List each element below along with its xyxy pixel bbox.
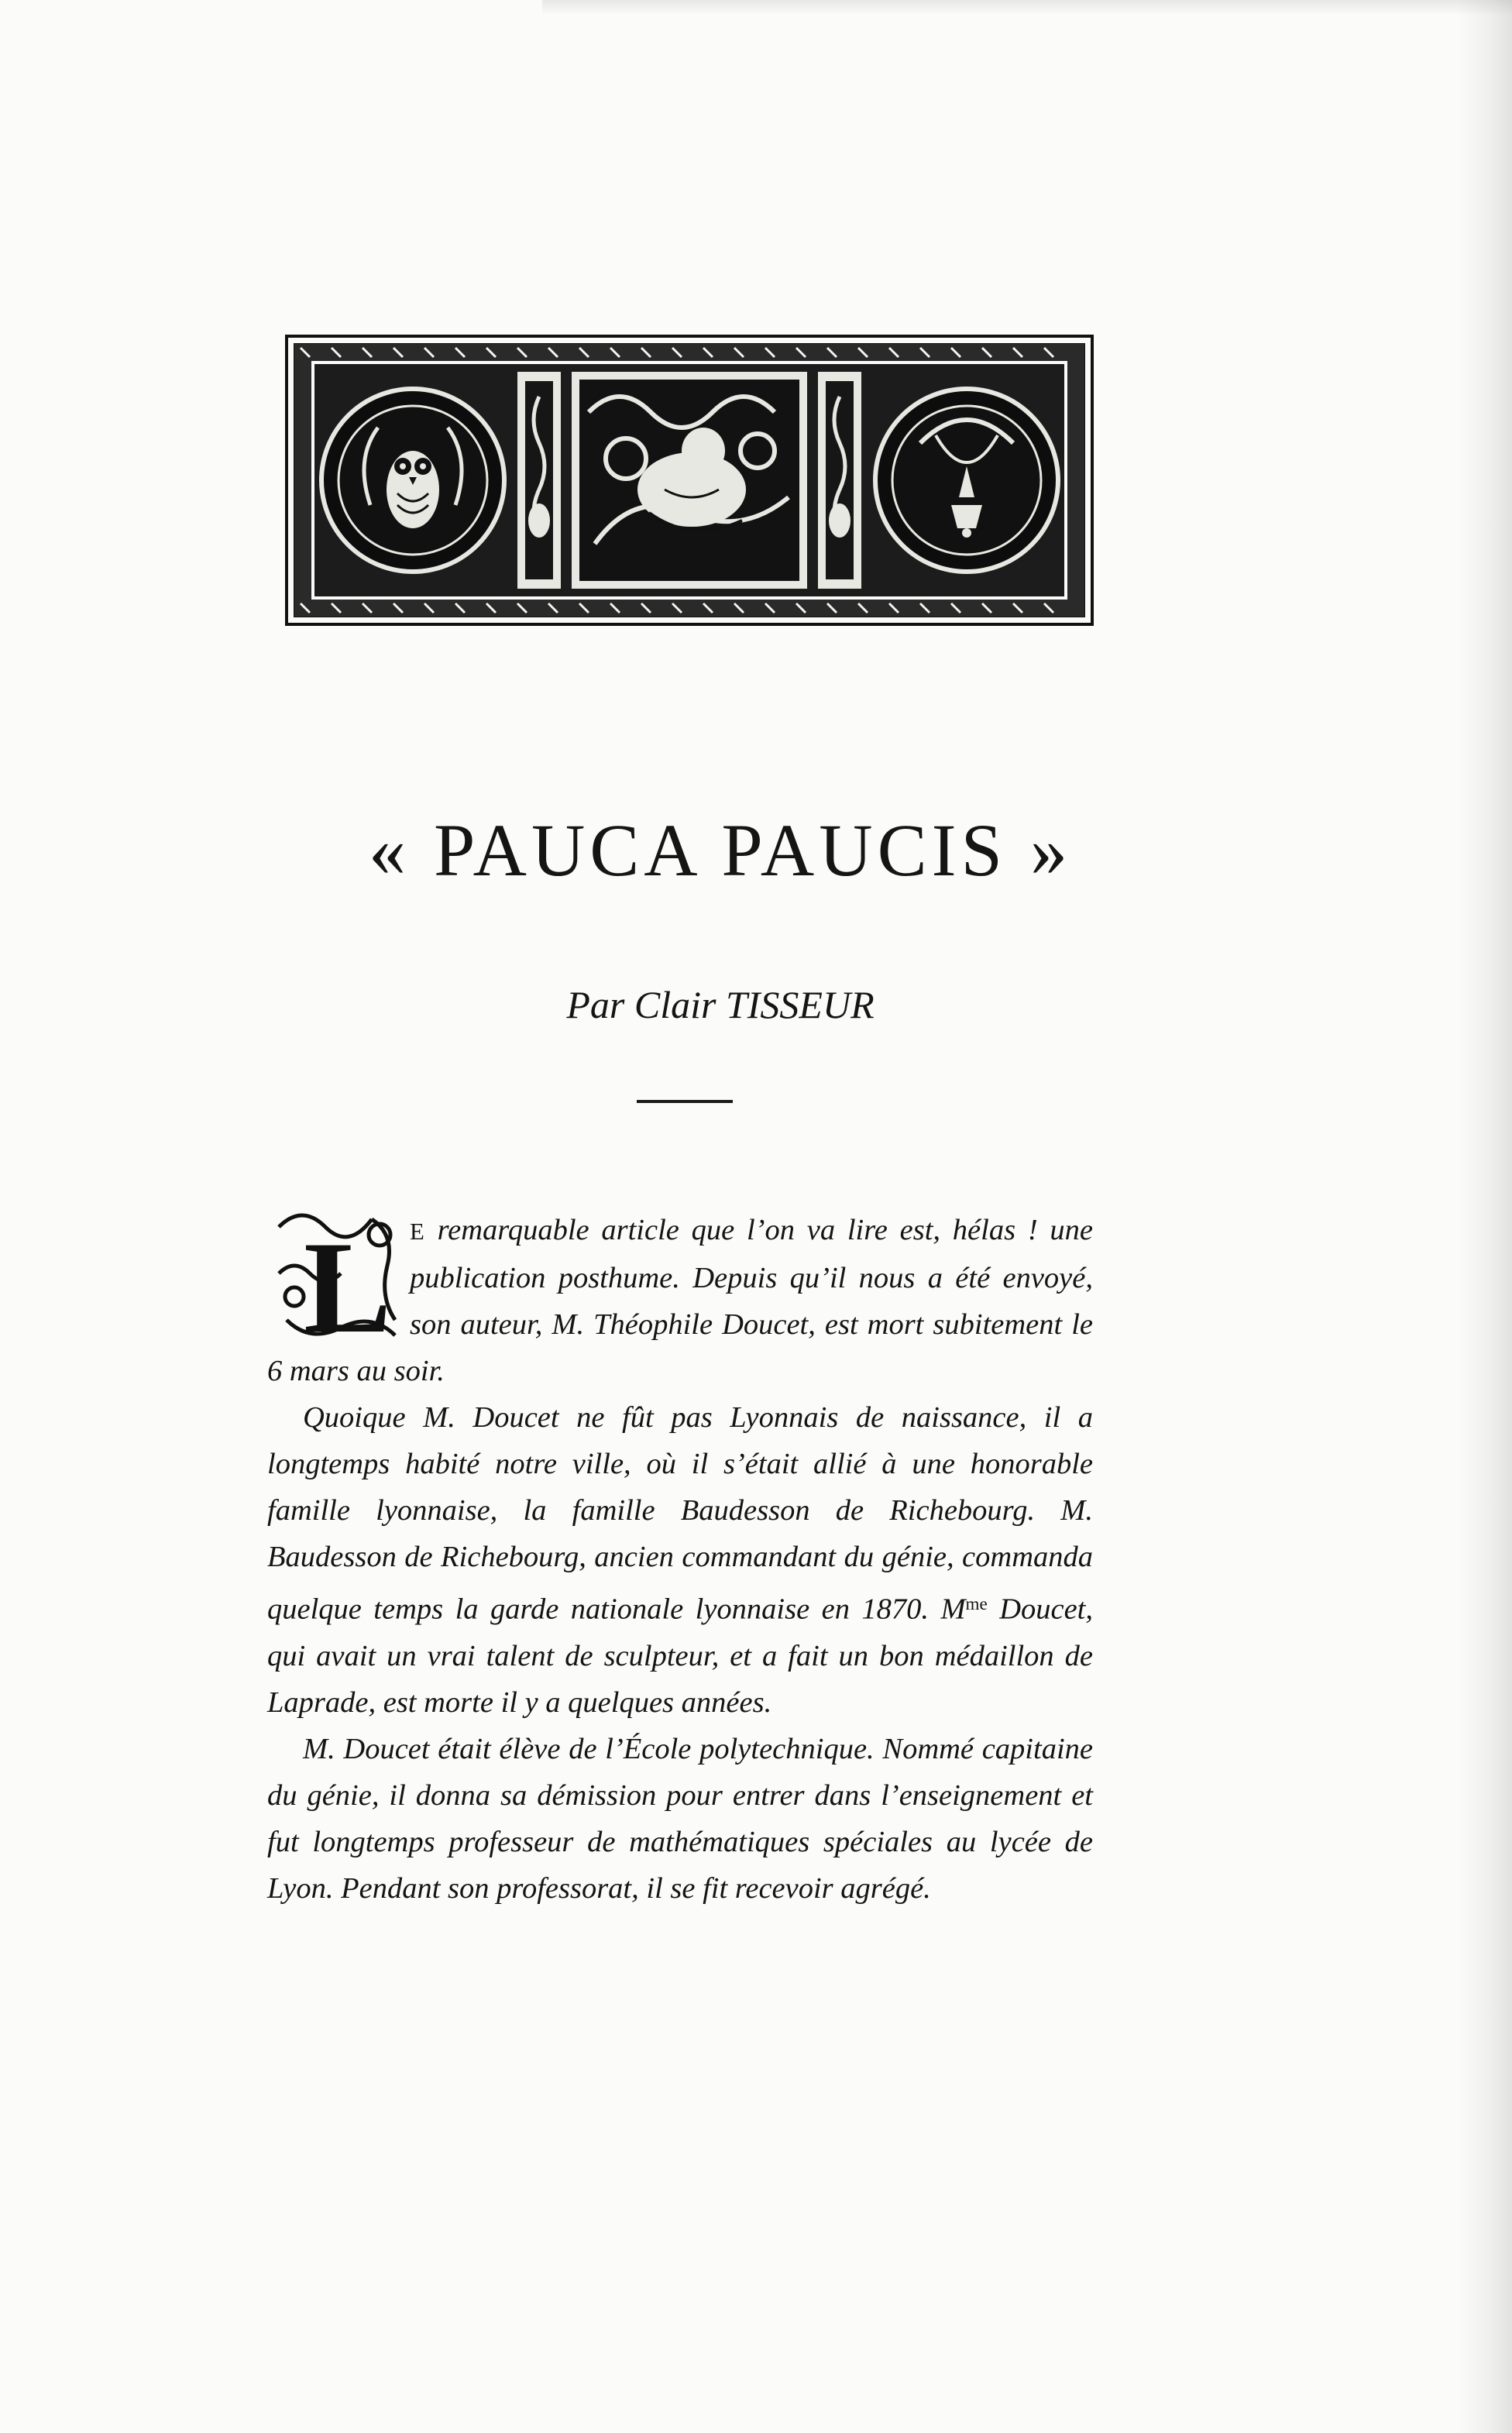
- paragraph-2: [267, 1394, 1093, 1726]
- paragraph-2-continuation: Doucet, qui avait un vrai talent de sculpteur, et a fait un bon médaillon de Laprade, est morte il y a quelques années.: [267, 1593, 1094, 1719]
- author-byline: Par Clair TISSEUR: [566, 983, 875, 1026]
- page-edge-shadow: [1458, 0, 1512, 2433]
- paragraph-3: [267, 1726, 1093, 1912]
- dropcap-letter: L: [304, 1215, 392, 1351]
- paragraph-1: [267, 1207, 1093, 1394]
- article-body: [267, 1207, 1093, 1912]
- page-title: « PAUCA PAUCIS »: [369, 809, 1072, 892]
- initial-continuation: E: [410, 1218, 425, 1245]
- paragraph-2-superscript: me: [965, 1593, 988, 1613]
- ornamental-headpiece-icon: [285, 335, 1094, 626]
- page-top-shadow: [542, 0, 1512, 15]
- paragraph-2-text: Quoique M. Doucet ne fût pas Lyonnais de naissance, il a longtemps habité notre ville, où il s’était allié à une honorable famille lyonnaise, la famille Baudesson de Richebourg. M. Baudesson de Richebourg, ancien commandant du génie, commanda quelque temps la garde nationale lyonnaise en 1870. M: [267, 1401, 1093, 1626]
- title-divider: [637, 1100, 733, 1103]
- paragraph-3-text: M. Doucet était élève de l’École polytechnique. Nommé capitaine du génie, il donna sa démission pour entrer dans l’enseignement et fut longtemps professeur de mathématiques spéciales au lycée de Lyon. Pendant son professorat, il se fit recevoir agrégé.: [267, 1732, 1093, 1905]
- paragraph-1-text: remarquable article que l’on va lire est, hélas ! une publication posthume. Depuis qu’il nous a été envoyé, son auteur, M. Théophile Doucet, est mort subitement le 6 mars au soir.: [267, 1214, 1093, 1387]
